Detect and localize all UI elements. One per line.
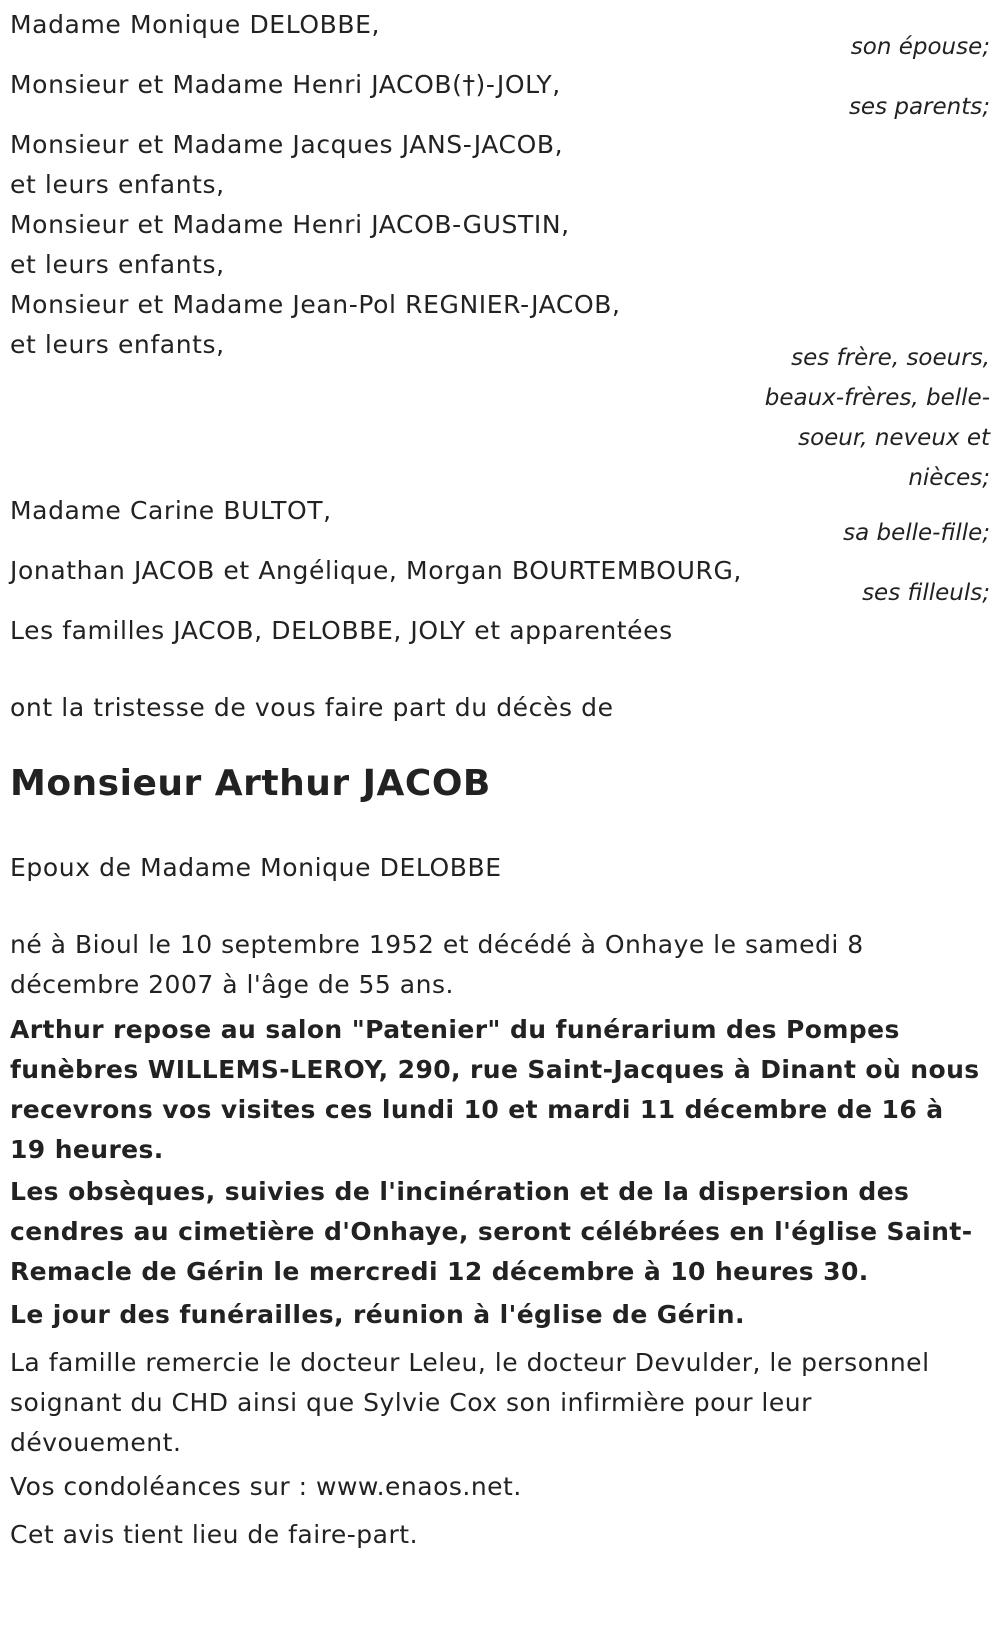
condolences-text: Vos condoléances sur : www.enaos.net. <box>10 1472 522 1501</box>
parents-name: Monsieur et Madame Henri JACOB(†)-JOLY, <box>10 70 561 99</box>
siblings-relation-line: nièces; <box>908 465 990 491</box>
parents-relation: ses parents; <box>848 94 990 120</box>
daughter-in-law-name: Madame Carine BULTOT, <box>10 496 332 525</box>
siblings-relation <box>765 338 990 498</box>
notice-text: Cet avis tient lieu de faire-part. <box>10 1520 419 1549</box>
announcement: ont la tristesse de vous faire part du décès de <box>10 693 614 722</box>
siblings-line: et leurs enfants, <box>10 170 225 199</box>
spouse-name: Madame Monique DELOBBE, <box>10 10 381 39</box>
godchildren-name: Jonathan JACOB et Angélique, Morgan BOURTEMBOURG, <box>10 556 742 585</box>
spouse-relation: son épouse; <box>850 34 990 60</box>
funeral-info: Les obsèques, suivies de l'incinération et de la dispersion des cendres au cimetière d'Onhaye, seront célébrées en l'église Saint-Remacle de Gérin le mercredi 12 décembre à 10 heures 30. <box>10 1177 973 1286</box>
siblings-relation-line: soeur, neveux et <box>798 425 990 451</box>
birth-death: né à Bioul le 10 septembre 1952 et décédé à Onhaye le samedi 8 décembre 2007 à l'âge de 55 ans. <box>10 930 864 999</box>
deceased-name: Monsieur Arthur JACOB <box>10 763 491 804</box>
siblings-line: Monsieur et Madame Henri JACOB-GUSTIN, <box>10 210 570 239</box>
spouse-of: Epoux de Madame Monique DELOBBE <box>10 853 502 882</box>
siblings-line: Monsieur et Madame Jean-Pol REGNIER-JACOB, <box>10 290 621 319</box>
thanks-text: La famille remercie le docteur Leleu, le docteur Devulder, le personnel soignant du CHD ainsi que Sylvie Cox son infirmière pour leur dévouement. <box>10 1348 930 1457</box>
siblings-line: et leurs enfants, <box>10 250 225 279</box>
siblings-list <box>10 125 990 365</box>
visitation-info: Arthur repose au salon "Patenier" du funérarium des Pompes funèbres WILLEMS-LEROY, 290, rue Saint-Jacques à Dinant où nous recevrons vos visites ces lundi 10 et mardi 11 décembre de 16 à 19 heures. <box>10 1015 980 1164</box>
siblings-relation-line: beaux-frères, belle- <box>764 385 990 411</box>
siblings-relation-line: ses frère, soeurs, <box>791 345 990 371</box>
siblings-line: et leurs enfants, <box>10 330 225 359</box>
families-line: Les familles JACOB, DELOBBE, JOLY et apparentées <box>10 616 673 645</box>
daughter-in-law-relation: sa belle-fille; <box>843 520 990 546</box>
godchildren-relation: ses filleuls; <box>862 580 990 606</box>
siblings-line: Monsieur et Madame Jacques JANS-JACOB, <box>10 130 564 159</box>
meeting-info: Le jour des funérailles, réunion à l'église de Gérin. <box>10 1300 745 1329</box>
